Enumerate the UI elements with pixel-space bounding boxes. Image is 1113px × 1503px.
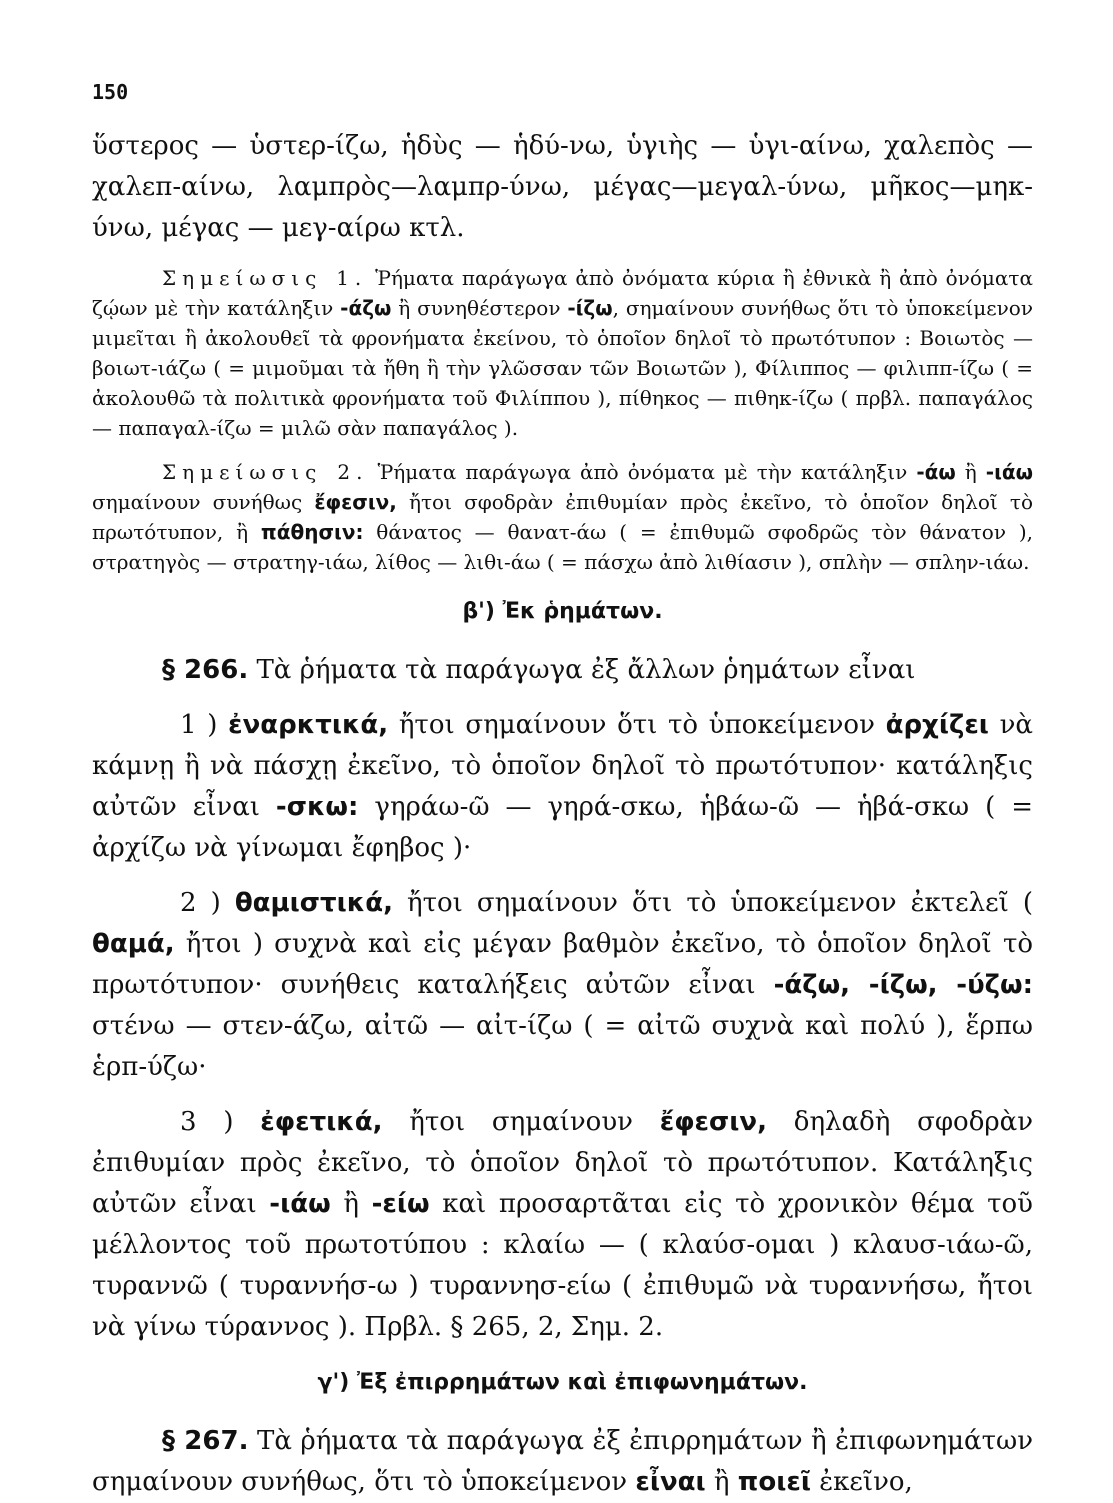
note-1-label: Σημείωσις 1. bbox=[162, 266, 368, 290]
note-2: Σημείωσις 2. Ῥήματα παράγωγα ἀπὸ ὀνόματα μὲ τὴν κατάληξιν -άω ἢ -ιάω σημαίνουν συνήθως ἔφεσιν, ἤτοι σφοδρὰν ἐπιθυμίαν πρὸς ἐκεῖνο, τὸ ὁποῖον δηλοῖ τὸ πρωτότυπον, ἢ πάθησιν: θάνατος — θανατ-άω ( = ἐπιθυμῶ σφοδρῶς τὸν θάνατον ), στρατηγὸς — στρατηγ-ιάω, λίθος — λιθι-άω ( = πάσχω ἀπὸ λιθίασιν ), σπλὴν — σπλην-ιάω. bbox=[92, 460, 1033, 574]
section-266-item-1: 1 ) ἐναρκτικά, ἤτοι σημαίνουν ὅτι τὸ ὑποκείμενον ἀρχίζει νὰ κάμνῃ ἢ νὰ πάσχῃ ἐκεῖνο, τὸ ὁποῖον δηλοῖ τὸ πρωτότυπον· κατάληξις αὐτῶν εἶναι -σκω: γηράω-ῶ — γηρά-σκω, ἡβάω-ῶ — ἡβά-σκω ( = ἀρχίζω νὰ γίνωμαι ἔφηβος )· bbox=[92, 710, 1033, 863]
section-heading-b: β') Ἐκ ῥημάτων. bbox=[462, 599, 663, 624]
section-266-item-3: 3 ) ἐφετικά, ἤτοι σημαίνουν ἔφεσιν, δηλαδὴ σφοδρὰν ἐπιθυμίαν πρὸς ἐκεῖνο, τὸ ὁποῖον δηλοῖ τὸ πρωτότυπον. Κατάληξις αὐτῶν εἶναι -ιάω ἢ -είω καὶ προσαρτᾶται εἰς τὸ χρονικὸν θέμα τοῦ μέλλοντος τοῦ πρωτοτύπου : κλαίω — ( κλαύσ-ομαι ) κλαυσ-ιάω-ῶ, τυραννῶ ( τυραννήσ-ω ) τυραννησ-είω ( ἐπιθυμῶ νὰ τυραννήσω, ἤτοι νὰ γίνω τύραννος ). Πρβλ. § 265, 2, Σημ. 2. bbox=[92, 1107, 1033, 1342]
intro-paragraph: ὕστερος — ὑστερ-ίζω, ἡδὺς — ἡδύ-νω, ὑγιὴς — ὑγι-αίνω, χαλεπὸς — χαλεπ-αίνω, λαμπρὸς—λαμπρ-ύνω, μέγας—μεγαλ-ύνω, μῆκος—μηκ-ύνω, μέγας — μεγ-αίρω κτλ. bbox=[92, 131, 1033, 243]
note-2-label: Σημείωσις 2. bbox=[162, 460, 369, 484]
section-266-intro: § 266. Τὰ ῥήματα τὰ παράγωγα ἐξ ἄλλων ῥημάτων εἶναι bbox=[162, 655, 916, 685]
section-266-number: § 266. bbox=[162, 655, 249, 685]
section-266-item-2: 2 ) θαμιστικά, ἤτοι σημαίνουν ὅτι τὸ ὑποκείμενον ἐκτελεῖ ( θαμά, ἤτοι ) συχνὰ καὶ εἰς μέγαν βαθμὸν ἐκεῖνο, τὸ ὁποῖον δηλοῖ τὸ πρωτότυπον· συνήθεις καταλήξεις αὐτῶν εἶναι -άζω, -ίζω, -ύζω: στένω — στεν-άζω, αἰτῶ — αἰτ-ίζω ( = αἰτῶ συχνὰ καὶ πολύ ), ἕρπω ἑρπ-ύζω· bbox=[92, 888, 1034, 1082]
page-number: 150 bbox=[92, 80, 129, 104]
section-267-number: § 267. bbox=[162, 1426, 249, 1456]
section-267: § 267. Τὰ ῥήματα τὰ παράγωγα ἐξ ἐπιρρημάτων ἢ ἐπιφωνημάτων σημαίνουν συνήθως, ὅτι τὸ ὑποκείμενον εἶναι ἢ ποιεῖ ἐκεῖνο, bbox=[92, 1426, 1033, 1497]
section-heading-c: γ') Ἐξ ἐπιρρημάτων καὶ ἐπιφωνημάτων. bbox=[317, 1370, 808, 1395]
note-1: Σημείωσις 1. Ῥήματα παράγωγα ἀπὸ ὀνόματα κύρια ἢ ἐθνικὰ ἢ ἀπὸ ὀνόματα ζῴων μὲ τὴν κατάληξιν -άζω ἢ συνηθέστερον -ίζω, σημαίνουν συνήθως ὅτι τὸ ὑποκείμενον μιμεῖται ἢ ἀκολουθεῖ τὰ φρονήματα ἐκείνου, τὸ ὁποῖον δηλοῖ τὸ πρωτότυπον : Βοιωτὸς — βοιωτ-ιάζω ( = μιμοῦμαι τὰ ἤθη ἢ τὴν γλῶσσαν τῶν Βοιωτῶν ), Φίλιππος — φιλιππ-ίζω ( = ἀκολουθῶ τὰ πολιτικὰ φρονήματα τοῦ Φιλίππου ), πίθηκος — πιθηκ-ίζω ( πρβλ. παπαγάλος — παπαγαλ-ίζω = μιλῶ σὰν παπαγάλος ). bbox=[92, 266, 1033, 440]
